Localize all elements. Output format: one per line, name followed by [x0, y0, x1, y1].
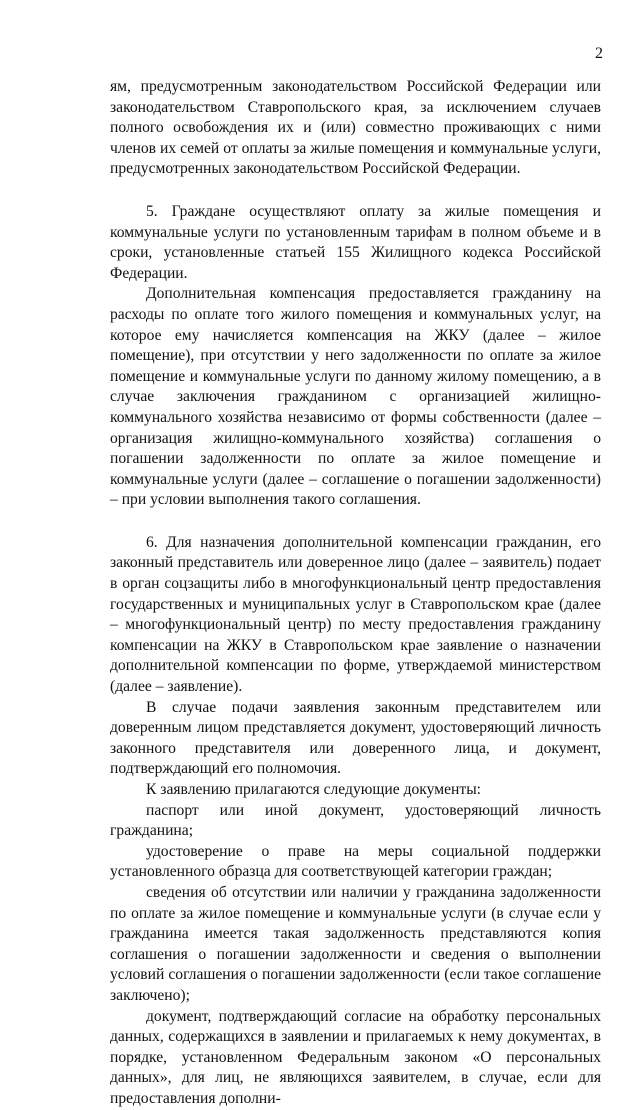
- paragraph-documents-intro: К заявлению прилагаются следующие документы:: [146, 781, 482, 798]
- paragraph-representative: В случае подачи заявления законным представителем или доверенным лицом представляется документ, удостоверяющий личность законного представителя или доверенного лица, и документ, подтверждающий его полномочия.: [110, 698, 601, 778]
- list-item-passport: паспорт или иной документ, удостоверяющий личность гражданина;: [110, 801, 601, 840]
- list-item-certificate: удостоверение о праве на меры социальной поддержки установленного образца для соответствующей категории граждан;: [110, 842, 601, 881]
- document-body: [110, 77, 601, 1110]
- page-number: 2: [595, 45, 603, 62]
- paragraph-item-5: 5. Граждане осуществляют оплату за жилые помещения и коммунальные услуги по установленным тарифам в полном объеме и в сроки, установленные статьей 155 Жилищного кодекса Российской Федерации.: [110, 202, 601, 282]
- list-item-debt-info: сведения об отсутствии или наличии у гражданина задолженности по оплате за жилое помещение и коммунальные услуги (в случае если у гражданина имеется такая задолженность представляются копия соглашения о погашении задолженности и сведения о выполнении условий соглашения о погашении задолженности (если такое соглашение заключено);: [110, 883, 601, 1004]
- paragraph-item-6: 6. Для назначения дополнительной компенсации гражданин, его законный представитель или доверенное лицо (далее – заявитель) подает в орган соцзащиты либо в многофункциональный центр предоставления государственных и муниципальных услуг в Ставропольском крае (далее – многофункциональный центр) по месту предоставления гражданину компенсации на ЖКУ в Ставропольском крае заявление о назначении дополнительной компенсации по форме, утверждаемой министерством (далее – заявление).: [110, 533, 601, 696]
- paragraph-additional-compensation: Дополнительная компенсация предоставляется гражданину на расходы по оплате того жилого помещения и коммунальных услуг, на которое ему начисляется компенсация на ЖКУ (далее – жилое помещение), при отсутствии у него задолженности по оплате за жилое помещение и коммунальные услуги по данному жилому помещению, а в случае заключения гражданином с организацией жилищно-коммунального хозяйства независимо от формы собственности (далее – организация жилищно-коммунального хозяйства) соглашения о погашении задолженности по оплате за жилое помещение и коммунальные услуги (далее – соглашение о погашении задолженности) – при условии выполнения такого соглашения.: [110, 285, 601, 509]
- paragraph-continuation: ям, предусмотренным законодательством Российской Федерации или законодательством Ставропольского края, за исключением случаев полного освобождения их и (или) совместно проживающих с ними членов их семей от оплаты за жилые помещения и коммунальные услуги, предусмотренных законодательством Российской Федерации.: [110, 78, 601, 178]
- list-item-consent: документ, подтверждающий согласие на обработку персональных данных, содержащихся в заявлении и прилагаемых к нему документах, в порядке, установленном Федеральным законом «О персональных данных», для лиц, не являющихся заявителем, в случае, если для предоставления дополни-: [110, 1007, 601, 1107]
